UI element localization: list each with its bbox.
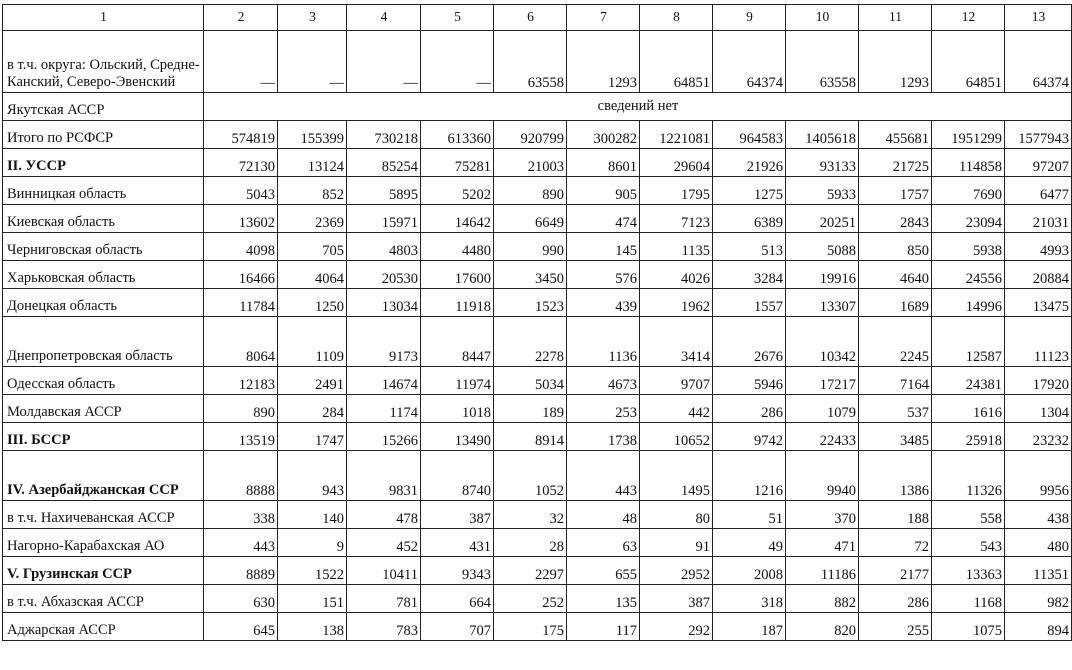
table-cell: 1304 (1005, 395, 1072, 423)
table-cell: 188 (859, 501, 932, 529)
table-cell: 63558 (494, 31, 567, 93)
table-cell: 4098 (204, 233, 278, 261)
table-cell: 13490 (421, 423, 494, 451)
table-row (3, 31, 1072, 93)
table-cell: 9707 (640, 367, 713, 395)
table-cell: 20251 (786, 205, 859, 233)
table-cell: 705 (278, 233, 347, 261)
table-cell: 12587 (932, 317, 1005, 367)
table-cell: 645 (204, 613, 278, 641)
table-cell: 558 (932, 501, 1005, 529)
no-data-note: сведений нет (204, 93, 1072, 121)
table-cell: 21031 (1005, 205, 1072, 233)
table-cell: 1293 (859, 31, 932, 93)
table-cell: 4993 (1005, 233, 1072, 261)
table-row (3, 233, 1072, 261)
table-cell: 255 (859, 613, 932, 641)
table-cell: 1250 (278, 289, 347, 317)
row-label: Винницкая область (3, 177, 204, 205)
table-cell: 452 (347, 529, 421, 557)
table-cell: 11186 (786, 557, 859, 585)
row-label: Нагорно-Карабахская АО (3, 529, 204, 557)
column-number-header: 13 (1005, 5, 1072, 31)
table-row (3, 501, 1072, 529)
table-cell: 11784 (204, 289, 278, 317)
table-cell: 964583 (713, 121, 786, 149)
column-number-header: 12 (932, 5, 1005, 31)
table-cell: 9 (278, 529, 347, 557)
row-label: Харьковская область (3, 261, 204, 289)
table-cell: 7123 (640, 205, 713, 233)
table-cell: 49 (713, 529, 786, 557)
table-cell: 9831 (347, 451, 421, 501)
table-cell: 11974 (421, 367, 494, 395)
table-cell: 1577943 (1005, 121, 1072, 149)
table-cell: 48 (567, 501, 640, 529)
table-cell: 474 (567, 205, 640, 233)
table-cell: 9956 (1005, 451, 1072, 501)
row-label: Донецкая область (3, 289, 204, 317)
table-cell: 7690 (932, 177, 1005, 205)
table-cell: 80 (640, 501, 713, 529)
table-cell: 1689 (859, 289, 932, 317)
table-cell: 6389 (713, 205, 786, 233)
table-cell: 2369 (278, 205, 347, 233)
table-cell: 21725 (859, 149, 932, 177)
table-cell: 5088 (786, 233, 859, 261)
table-cell: 4673 (567, 367, 640, 395)
table-cell: 187 (713, 613, 786, 641)
table-cell: 1275 (713, 177, 786, 205)
row-label: IV. Азербайджанская ССР (3, 451, 204, 501)
table-cell: 64374 (1005, 31, 1072, 93)
table-cell: 1135 (640, 233, 713, 261)
table-cell: 513 (713, 233, 786, 261)
table-cell: 14996 (932, 289, 1005, 317)
table-cell: 387 (421, 501, 494, 529)
table-cell: 16466 (204, 261, 278, 289)
table-cell: 14642 (421, 205, 494, 233)
table-cell: 943 (278, 451, 347, 501)
table-cell: 480 (1005, 529, 1072, 557)
table-cell: 72 (859, 529, 932, 557)
table-cell: 4480 (421, 233, 494, 261)
table-cell: 23094 (932, 205, 1005, 233)
table-cell: 64851 (932, 31, 1005, 93)
table-cell: 4803 (347, 233, 421, 261)
column-number-header: 5 (421, 5, 494, 31)
row-label: II. УССР (3, 149, 204, 177)
table-cell: 300282 (567, 121, 640, 149)
table-cell: 114858 (932, 149, 1005, 177)
table-cell: 1747 (278, 423, 347, 451)
table-row (3, 177, 1072, 205)
table-cell: 1951299 (932, 121, 1005, 149)
table-cell: 5043 (204, 177, 278, 205)
table-row (3, 261, 1072, 289)
table-cell: 93133 (786, 149, 859, 177)
table-cell: 576 (567, 261, 640, 289)
header-row (3, 5, 1072, 31)
table-cell: — (204, 31, 278, 93)
table-cell: 2177 (859, 557, 932, 585)
table-cell: 17600 (421, 261, 494, 289)
table-row (3, 395, 1072, 423)
table-cell: 920799 (494, 121, 567, 149)
table-cell: — (278, 31, 347, 93)
table-row (3, 93, 1072, 121)
table-cell: 439 (567, 289, 640, 317)
table-cell: 1216 (713, 451, 786, 501)
column-number-header: 2 (204, 5, 278, 31)
table-cell: 8914 (494, 423, 567, 451)
table-cell: 284 (278, 395, 347, 423)
table-row (3, 529, 1072, 557)
table-cell: 10411 (347, 557, 421, 585)
column-number-header: 9 (713, 5, 786, 31)
row-label: Аджарская АССР (3, 613, 204, 641)
table-cell: 19916 (786, 261, 859, 289)
table-cell: 1962 (640, 289, 713, 317)
table-cell: 13034 (347, 289, 421, 317)
table-cell: 1052 (494, 451, 567, 501)
table-cell: 7164 (859, 367, 932, 395)
table-cell: 438 (1005, 501, 1072, 529)
table-cell: 189 (494, 395, 567, 423)
table-cell: 318 (713, 585, 786, 613)
table-cell: 4026 (640, 261, 713, 289)
table-cell: 3485 (859, 423, 932, 451)
table-cell: 151 (278, 585, 347, 613)
table-cell: 4640 (859, 261, 932, 289)
table-cell: 286 (859, 585, 932, 613)
table-cell: 11918 (421, 289, 494, 317)
table-cell: 17217 (786, 367, 859, 395)
table-row (3, 367, 1072, 395)
table-cell: 655 (567, 557, 640, 585)
table-cell: 140 (278, 501, 347, 529)
table-cell: 850 (859, 233, 932, 261)
table-cell: — (421, 31, 494, 93)
table-cell: 10342 (786, 317, 859, 367)
table-cell: 6477 (1005, 177, 1072, 205)
table-cell: 5202 (421, 177, 494, 205)
table-cell: 852 (278, 177, 347, 205)
table-cell: 443 (567, 451, 640, 501)
table-cell: 4064 (278, 261, 347, 289)
table-cell: 1523 (494, 289, 567, 317)
table-cell: 1557 (713, 289, 786, 317)
table-cell: 29604 (640, 149, 713, 177)
table-cell: 28 (494, 529, 567, 557)
table-cell: 51 (713, 501, 786, 529)
table-cell: 1109 (278, 317, 347, 367)
table-cell: 13475 (1005, 289, 1072, 317)
table-cell: 2278 (494, 317, 567, 367)
table-cell: 9742 (713, 423, 786, 451)
table-cell: 1738 (567, 423, 640, 451)
table-cell: 8601 (567, 149, 640, 177)
table-cell: 85254 (347, 149, 421, 177)
table-cell: 1495 (640, 451, 713, 501)
table-cell: 3284 (713, 261, 786, 289)
table-cell: 1757 (859, 177, 932, 205)
table-cell: 730218 (347, 121, 421, 149)
row-label: III. БССР (3, 423, 204, 451)
table-cell: 11123 (1005, 317, 1072, 367)
table-cell: 8447 (421, 317, 494, 367)
table-cell: 387 (640, 585, 713, 613)
table-cell: 443 (204, 529, 278, 557)
table-row (3, 289, 1072, 317)
table-cell: 781 (347, 585, 421, 613)
table-cell: 442 (640, 395, 713, 423)
table-cell: 63 (567, 529, 640, 557)
table-cell: 138 (278, 613, 347, 641)
column-number-header: 7 (567, 5, 640, 31)
table-cell: 882 (786, 585, 859, 613)
table-row (3, 613, 1072, 641)
row-label: в т.ч. округа: Ольский, Средне-Канский, Северо-Эвенский (3, 31, 204, 93)
table-cell: 13602 (204, 205, 278, 233)
table-cell: 20884 (1005, 261, 1072, 289)
table-cell: 1221081 (640, 121, 713, 149)
table-cell: 2491 (278, 367, 347, 395)
table-cell: 24381 (932, 367, 1005, 395)
table-row (3, 121, 1072, 149)
table-cell: 820 (786, 613, 859, 641)
table-cell: 64851 (640, 31, 713, 93)
table-cell: 664 (421, 585, 494, 613)
table-cell: 1018 (421, 395, 494, 423)
table-cell: 982 (1005, 585, 1072, 613)
table-cell: 2676 (713, 317, 786, 367)
table-cell: 11351 (1005, 557, 1072, 585)
table-cell: 14674 (347, 367, 421, 395)
row-label: V. Грузинская ССР (3, 557, 204, 585)
table-cell: 175 (494, 613, 567, 641)
table-cell: 20530 (347, 261, 421, 289)
table-cell: 537 (859, 395, 932, 423)
table-cell: 64374 (713, 31, 786, 93)
table-cell: 3414 (640, 317, 713, 367)
table-cell: 5946 (713, 367, 786, 395)
table-cell: 990 (494, 233, 567, 261)
table-cell: 253 (567, 395, 640, 423)
table-cell: 478 (347, 501, 421, 529)
table-cell: 1795 (640, 177, 713, 205)
table-cell: 13363 (932, 557, 1005, 585)
table-cell: 1293 (567, 31, 640, 93)
table-cell: 17920 (1005, 367, 1072, 395)
table-cell: 5895 (347, 177, 421, 205)
table-cell: 13124 (278, 149, 347, 177)
table-row (3, 317, 1072, 367)
table-cell: 145 (567, 233, 640, 261)
table-cell: 5938 (932, 233, 1005, 261)
table-cell: 8888 (204, 451, 278, 501)
table-cell: 21003 (494, 149, 567, 177)
table-cell: 1522 (278, 557, 347, 585)
table-cell: 574819 (204, 121, 278, 149)
table-cell: 370 (786, 501, 859, 529)
table-cell: 1616 (932, 395, 1005, 423)
table-cell: 8889 (204, 557, 278, 585)
table-cell: 12183 (204, 367, 278, 395)
table-cell: 1405618 (786, 121, 859, 149)
table-cell: 8740 (421, 451, 494, 501)
table-row (3, 149, 1072, 177)
table-cell: 13307 (786, 289, 859, 317)
table-cell: 8064 (204, 317, 278, 367)
table-cell: 3450 (494, 261, 567, 289)
table-cell: 63558 (786, 31, 859, 93)
table-row (3, 585, 1072, 613)
table-cell: 2297 (494, 557, 567, 585)
table-cell: — (347, 31, 421, 93)
table-cell: 455681 (859, 121, 932, 149)
table-cell: 286 (713, 395, 786, 423)
table-cell: 1075 (932, 613, 1005, 641)
statistics-table (2, 4, 1072, 641)
table-cell: 75281 (421, 149, 494, 177)
table-cell: 890 (204, 395, 278, 423)
table-cell: 117 (567, 613, 640, 641)
table-cell: 1174 (347, 395, 421, 423)
row-label: Киевская область (3, 205, 204, 233)
column-number-header: 11 (859, 5, 932, 31)
row-label: Якутская АССР (3, 93, 204, 121)
table-cell: 2843 (859, 205, 932, 233)
table-row (3, 423, 1072, 451)
table-cell: 252 (494, 585, 567, 613)
table-cell: 5933 (786, 177, 859, 205)
table-cell: 9343 (421, 557, 494, 585)
row-label: Черниговская область (3, 233, 204, 261)
table-cell: 2952 (640, 557, 713, 585)
table-cell: 1386 (859, 451, 932, 501)
table-body (3, 5, 1072, 641)
table-cell: 1136 (567, 317, 640, 367)
table-row (3, 451, 1072, 501)
table-cell: 13519 (204, 423, 278, 451)
table-cell: 32 (494, 501, 567, 529)
row-label: Молдавская АССР (3, 395, 204, 423)
table-cell: 6649 (494, 205, 567, 233)
table-cell: 543 (932, 529, 1005, 557)
column-number-header: 10 (786, 5, 859, 31)
table-cell: 23232 (1005, 423, 1072, 451)
table-cell: 2008 (713, 557, 786, 585)
table-cell: 1079 (786, 395, 859, 423)
table-cell: 1168 (932, 585, 1005, 613)
table-cell: 10652 (640, 423, 713, 451)
row-label: в т.ч. Нахичеванская АССР (3, 501, 204, 529)
table-cell: 5034 (494, 367, 567, 395)
table-cell: 630 (204, 585, 278, 613)
table-cell: 431 (421, 529, 494, 557)
table-cell: 292 (640, 613, 713, 641)
column-number-header: 6 (494, 5, 567, 31)
row-label: Итого по РСФСР (3, 121, 204, 149)
table-cell: 894 (1005, 613, 1072, 641)
row-label: Днепропетровская область (3, 317, 204, 367)
column-number-header: 3 (278, 5, 347, 31)
table-cell: 613360 (421, 121, 494, 149)
table-cell: 905 (567, 177, 640, 205)
table-cell: 72130 (204, 149, 278, 177)
table-row (3, 557, 1072, 585)
table-cell: 135 (567, 585, 640, 613)
column-number-header: 8 (640, 5, 713, 31)
table-cell: 707 (421, 613, 494, 641)
table-cell: 9173 (347, 317, 421, 367)
table-cell: 15971 (347, 205, 421, 233)
table-cell: 24556 (932, 261, 1005, 289)
table-row (3, 205, 1072, 233)
table-cell: 338 (204, 501, 278, 529)
table-cell: 25918 (932, 423, 1005, 451)
table-cell: 15266 (347, 423, 421, 451)
column-number-header: 4 (347, 5, 421, 31)
table-cell: 471 (786, 529, 859, 557)
table-cell: 783 (347, 613, 421, 641)
table-cell: 11326 (932, 451, 1005, 501)
table-cell: 9940 (786, 451, 859, 501)
table-cell: 890 (494, 177, 567, 205)
table-cell: 97207 (1005, 149, 1072, 177)
column-number-header: 1 (3, 5, 204, 31)
table-cell: 155399 (278, 121, 347, 149)
table-cell: 2245 (859, 317, 932, 367)
row-label: Одесская область (3, 367, 204, 395)
table-cell: 22433 (786, 423, 859, 451)
table-cell: 91 (640, 529, 713, 557)
table-cell: 21926 (713, 149, 786, 177)
row-label: в т.ч. Абхазская АССР (3, 585, 204, 613)
